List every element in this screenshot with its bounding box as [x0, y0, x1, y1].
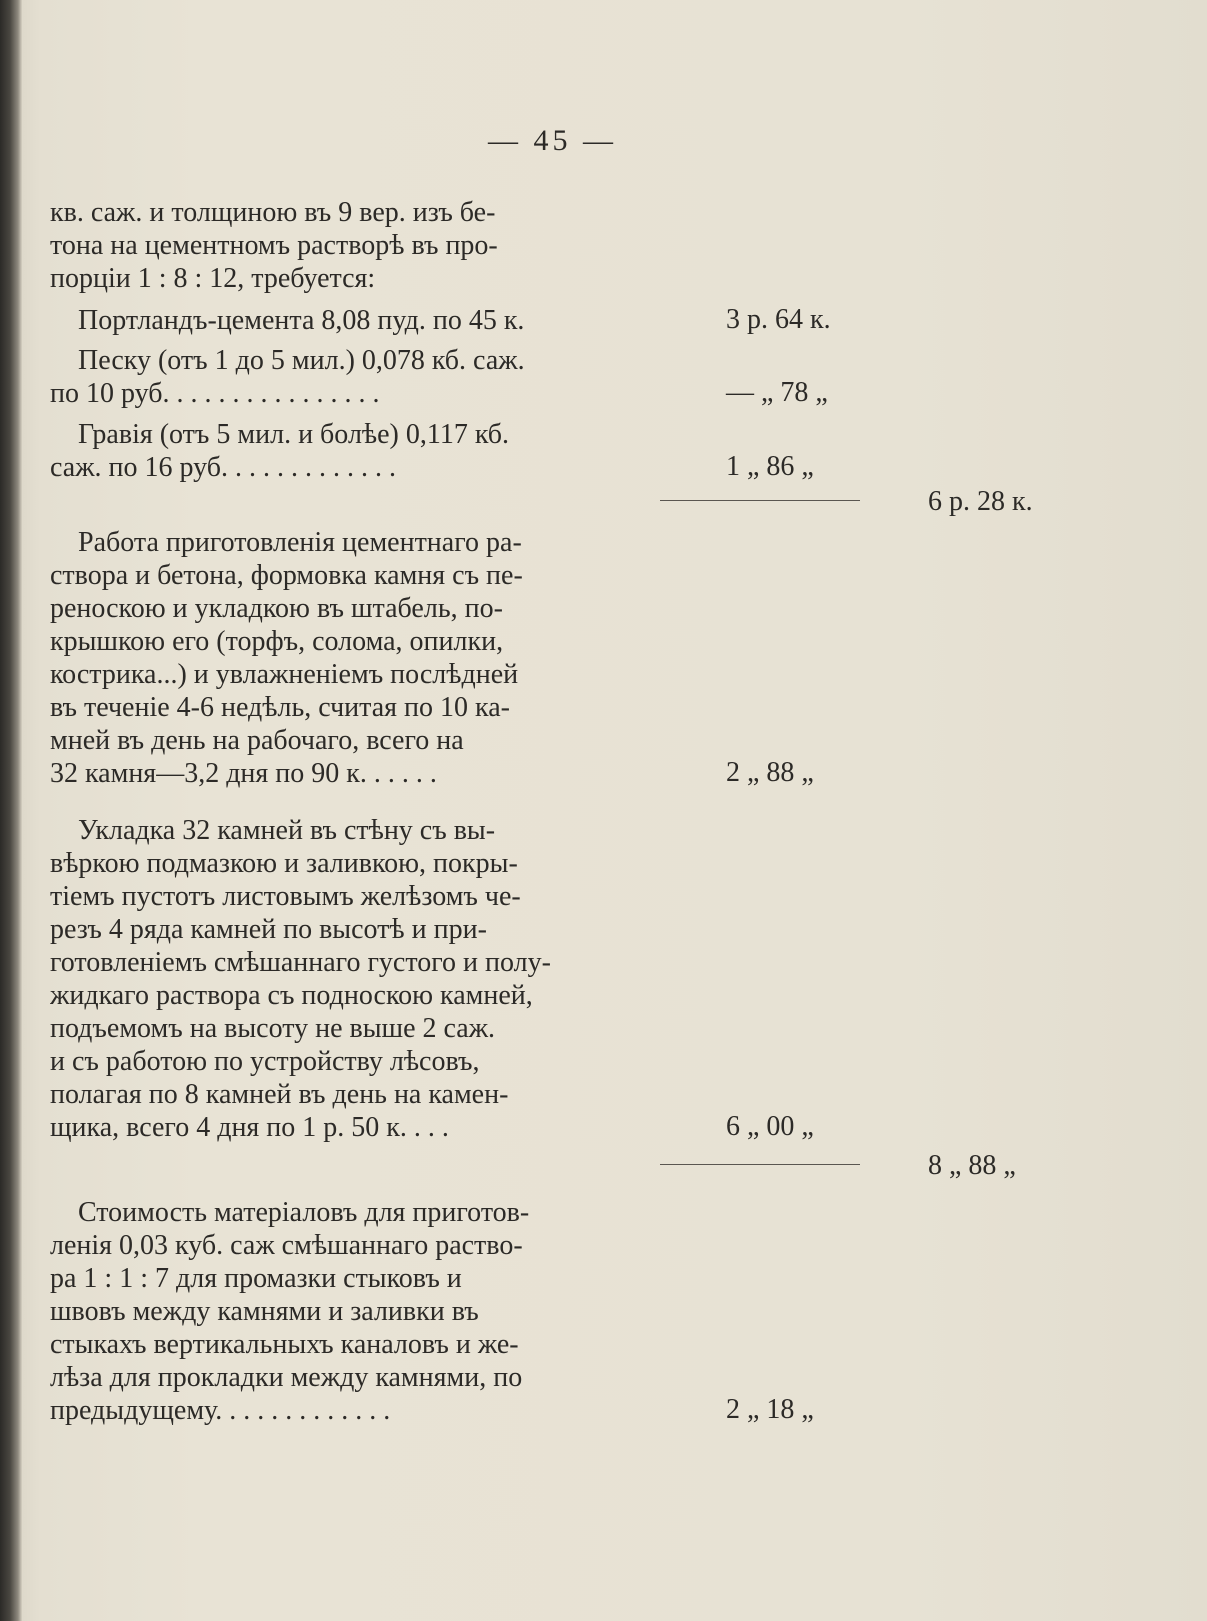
text-line: мней въ день на рабочаго, всего на — [50, 725, 464, 756]
mortar-materials-paragraph — [50, 1196, 642, 1427]
subtotal-rule — [660, 500, 860, 501]
text-line: Песку (отъ 1 до 5 мил.) 0,078 кб. саж. — [78, 345, 525, 376]
text-line: вѣркою подмазкою и заливкою, покры- — [50, 848, 518, 879]
text-line: щика, всего 4 дня по 1 р. 50 к. . . . — [50, 1112, 449, 1143]
cost-gravel: 1 „ 86 „ — [726, 451, 814, 482]
text-line: полагая по 8 камней въ день на камен- — [50, 1079, 509, 1110]
work-laying-paragraph — [50, 814, 642, 1144]
text-line: кострика...) и увлажненіемъ послѣдней — [50, 659, 519, 690]
text-line: реноскою и укладкою въ штабель, по- — [50, 593, 503, 624]
text-line: саж. по 16 руб. . . . . . . . . . . . . — [50, 452, 397, 483]
text-line: порціи 1 : 8 : 12, требуется: — [50, 263, 376, 294]
material-sand — [50, 344, 642, 410]
work-preparation-paragraph — [50, 526, 642, 790]
subtotal-rule — [660, 1164, 860, 1165]
text-line: Гравія (отъ 5 мил. и болѣе) 0,117 кб. — [78, 419, 509, 450]
text-line: ленія 0,03 куб. саж смѣшаннаго раство- — [50, 1230, 523, 1261]
cost-laying: 6 „ 00 „ — [726, 1111, 814, 1142]
text-line: швовъ между камнями и заливки въ — [50, 1296, 479, 1327]
text-line: и съ работою по устройству лѣсовъ, — [50, 1046, 480, 1077]
text-line: лѣза для прокладки между камнями, по — [50, 1362, 523, 1393]
text-line: крышкою его (торфъ, солома, опилки, — [50, 626, 504, 657]
text-line: стыкахъ вертикальныхъ каналовъ и же- — [50, 1329, 519, 1360]
total-materials: 6 р. 28 к. — [928, 486, 1033, 517]
text-line: предыдущему. . . . . . . . . . . . . — [50, 1395, 391, 1426]
text-line: Укладка 32 камней въ стѣну съ вы- — [78, 815, 496, 846]
text-line: тона на цементномъ растворѣ въ про- — [50, 230, 498, 261]
text-line: 32 камня—3,2 дня по 90 к. . . . . . — [50, 758, 437, 789]
material-cement — [50, 304, 642, 337]
text-line: готовленіемъ смѣшаннаго густого и полу- — [50, 947, 551, 978]
text-line: Работа приготовленія цементнаго ра- — [78, 527, 522, 558]
text-line: Стоимость матеріаловъ для приготов- — [78, 1197, 530, 1228]
total-work: 8 „ 88 „ — [928, 1150, 1016, 1181]
text-line: по 10 руб. . . . . . . . . . . . . . . . — [50, 378, 380, 409]
cost-sand: — „ 78 „ — [726, 377, 828, 408]
book-spine-shadow — [0, 0, 22, 1621]
cost-cement: 3 р. 64 к. — [726, 304, 831, 335]
page-number-text: — 45 — — [488, 124, 617, 157]
text-line: створа и бетона, формовка камня съ пе- — [50, 560, 523, 591]
intro-paragraph — [50, 196, 642, 295]
text-line: жидкаго раствора съ подноскою камней, — [50, 980, 533, 1011]
text-line: въ теченіе 4-6 недѣль, считая по 10 ка- — [50, 692, 510, 723]
text-line: ра 1 : 1 : 7 для промазки стыковъ и — [50, 1263, 462, 1294]
text-line: кв. саж. и толщиною въ 9 вер. изъ бе- — [50, 197, 496, 228]
material-gravel — [50, 418, 642, 484]
cost-mortar: 2 „ 18 „ — [726, 1394, 814, 1425]
text-line: резъ 4 ряда камней по высотѣ и при- — [50, 914, 487, 945]
cost-preparation: 2 „ 88 „ — [726, 757, 814, 788]
text-line: Портландъ-цемента 8,08 пуд. по 45 к. — [78, 305, 525, 336]
text-line: подъемомъ на высоту не выше 2 саж. — [50, 1013, 496, 1044]
text-line: тіемъ пустотъ листовымъ желѣзомъ че- — [50, 881, 521, 912]
